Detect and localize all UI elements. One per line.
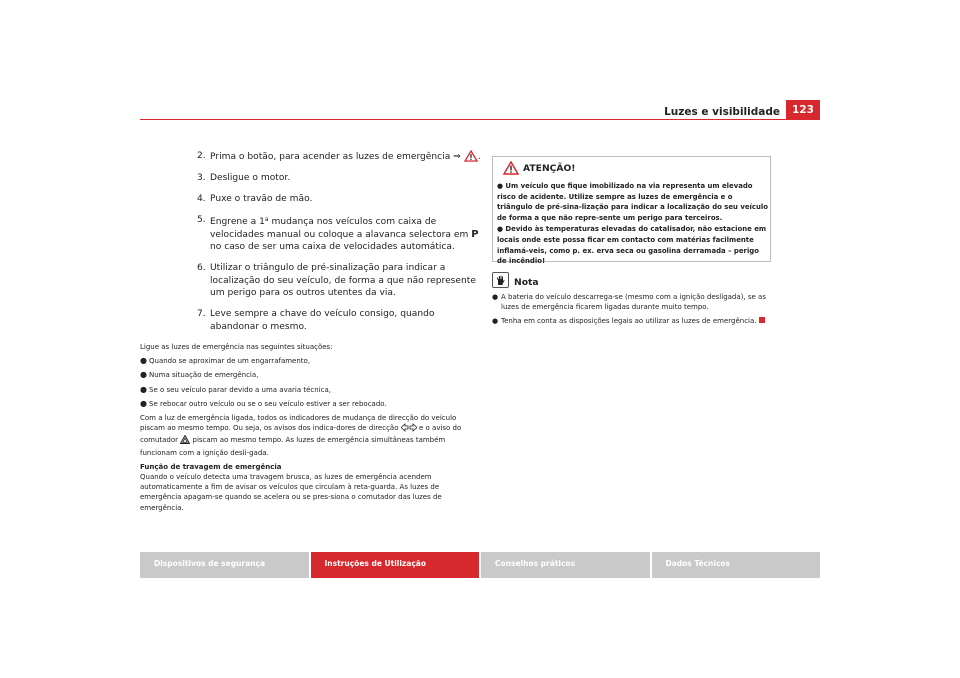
step-item [197, 262, 482, 300]
step-text: no caso de ser uma caixa de velocidades automática. [210, 242, 455, 252]
list-item-text: Tenha em conta as disposições legais ao utilizar as luzes de emergência. [501, 317, 757, 326]
step-text: Desligue o motor. [210, 173, 291, 183]
emergency-brake-paragraph: Quando o veículo detecta uma travagem brusca, as luzes de emergência acendem automaticamente a fim de avisar os veículos que circulam à reta-guarda. As luzes de emergência apagam-se quando se acelera ou se pres-siona o comutador das luzes de emergência. [140, 473, 442, 512]
step-text: Engrene a 1 [210, 217, 265, 227]
bullet-icon: ● [140, 398, 147, 408]
step-text: Leve sempre a chave do veículo consigo, quando abandonar o mesmo. [210, 309, 435, 332]
list-item [140, 356, 480, 366]
intro-lead: Ligue as luzes de emergência nas seguintes situações: [140, 343, 333, 351]
bullet-icon: ● [140, 356, 147, 366]
hazard-paragraph [140, 413, 480, 458]
warning-triangle-icon[interactable] [464, 150, 478, 162]
step-item [197, 214, 482, 254]
list-item-text: A bateria do veículo descarrega-se (mesmo com a ignição desligada), se as luzes de emergência ficarem ligadas durante muito tempo. [501, 293, 766, 312]
list-item-text: Se o seu veículo parar devido a uma avaria técnica, [149, 385, 332, 394]
bullet-icon: ● [497, 225, 506, 234]
step-number: 6. [197, 263, 206, 273]
step-item [197, 193, 482, 206]
note-hand-icon [492, 272, 509, 288]
warning-box [492, 156, 771, 266]
warning-header [503, 161, 575, 175]
list-item-text: Devido às temperaturas elevadas do catalisador, não estacione em locais onde este possa ficar em contacto com matérias facilmente inflamá-veis, como p. ex. erva seca ou gasolina derramada – perigo de incêndio! [497, 225, 767, 266]
paragraph-text: e o aviso do comutador [140, 424, 462, 445]
step-text: Utilizar o triângulo de pré-sinalização para indicar a localização do seu veículo, de forma a que não represente um perigo para os outros utentes da via. [210, 263, 476, 298]
list-item-text: Se rebocar outro veículo ou se o seu veículo estiver a ser rebocado. [149, 399, 387, 408]
list-item [140, 399, 480, 409]
turn-signal-arrows-icon [401, 423, 417, 435]
list-item [140, 370, 480, 380]
situations-list [140, 356, 480, 409]
note-header [492, 272, 539, 288]
list-item-text: Um veículo que fique imobilizado na via representa um elevado risco de acidente. Utilize sempre as luzes de emergência e o triângulo de pré-sina-lização para indicar a localização do seu veículo de forma a que não repre-sente um perigo para terceiros. [497, 182, 768, 222]
intro-section [140, 342, 480, 513]
warning-title: ATENÇÃO! [523, 162, 576, 174]
tab-conselhos-praticos[interactable]: Conselhos práticos [481, 552, 652, 578]
step-number: 2. [197, 151, 206, 161]
step-text: mudança nos veículos com caixa de velocidades manual ou coloque a alavanca selectora em [210, 217, 472, 240]
list-item [497, 181, 769, 223]
step-number: 3. [197, 173, 206, 183]
header-rule [140, 119, 820, 120]
tab-dispositivos-de-seguranca[interactable]: Dispositivos de segurança [140, 552, 311, 578]
step-item: 2. Prima o botão, para acender as luzes de emergência ⇒ . [197, 151, 481, 162]
superscript: a [264, 216, 269, 223]
step-number: 5. [197, 215, 206, 225]
bullet-icon: ● [492, 293, 499, 301]
list-item-text: Quando se aproximar de um engarrafamento, [149, 357, 311, 366]
step-text: Puxe o travão de mão. [210, 194, 313, 204]
list-item-text: Numa situação de emergência, [149, 371, 259, 380]
step-number: 4. [197, 194, 206, 204]
tab-instrucoes-de-utilizacao[interactable]: Instruções de Utilização [311, 552, 482, 578]
tab-dados-tecnicos[interactable]: Dados Técnicos [652, 552, 821, 578]
list-item [497, 224, 769, 266]
bullet-icon: ● [492, 317, 499, 326]
step-text: Prima o botão, para acender as luzes de emergência ⇒ [210, 152, 461, 162]
paragraph-text: Com a luz de emergência ligada, todos os indicadores de mudança de direcção do veículo piscam ao mesmo tempo. Ou seja, os avisos dos indica-dores de direcção [140, 414, 457, 433]
page-number: 123 [786, 100, 820, 120]
step-item [197, 308, 482, 333]
note-body [492, 292, 777, 327]
paragraph-text: piscam ao mesmo tempo. As luzes de emergência simultâneas também funcionam com a ignição desli-gada. [140, 436, 446, 457]
list-item [492, 292, 777, 312]
subheading: Função de travagem de emergência [140, 462, 282, 471]
footer-nav [140, 552, 820, 578]
warning-triangle-icon [503, 161, 519, 175]
bullet-icon: ● [140, 384, 147, 394]
bullet-icon: ● [497, 182, 506, 190]
list-item [492, 316, 777, 326]
hazard-switch-icon [180, 435, 190, 447]
step-number: 7. [197, 309, 206, 319]
section-title: Luzes e visibilidade [664, 106, 780, 118]
steps-list [197, 150, 482, 333]
step-item [197, 172, 482, 185]
bullet-icon: ● [140, 370, 147, 380]
end-of-section-icon [759, 317, 765, 323]
steps-column [197, 150, 482, 342]
note-title: Nota [514, 277, 539, 288]
gear-p-label: P [471, 228, 479, 240]
warning-body [497, 181, 769, 268]
list-item [140, 385, 480, 395]
